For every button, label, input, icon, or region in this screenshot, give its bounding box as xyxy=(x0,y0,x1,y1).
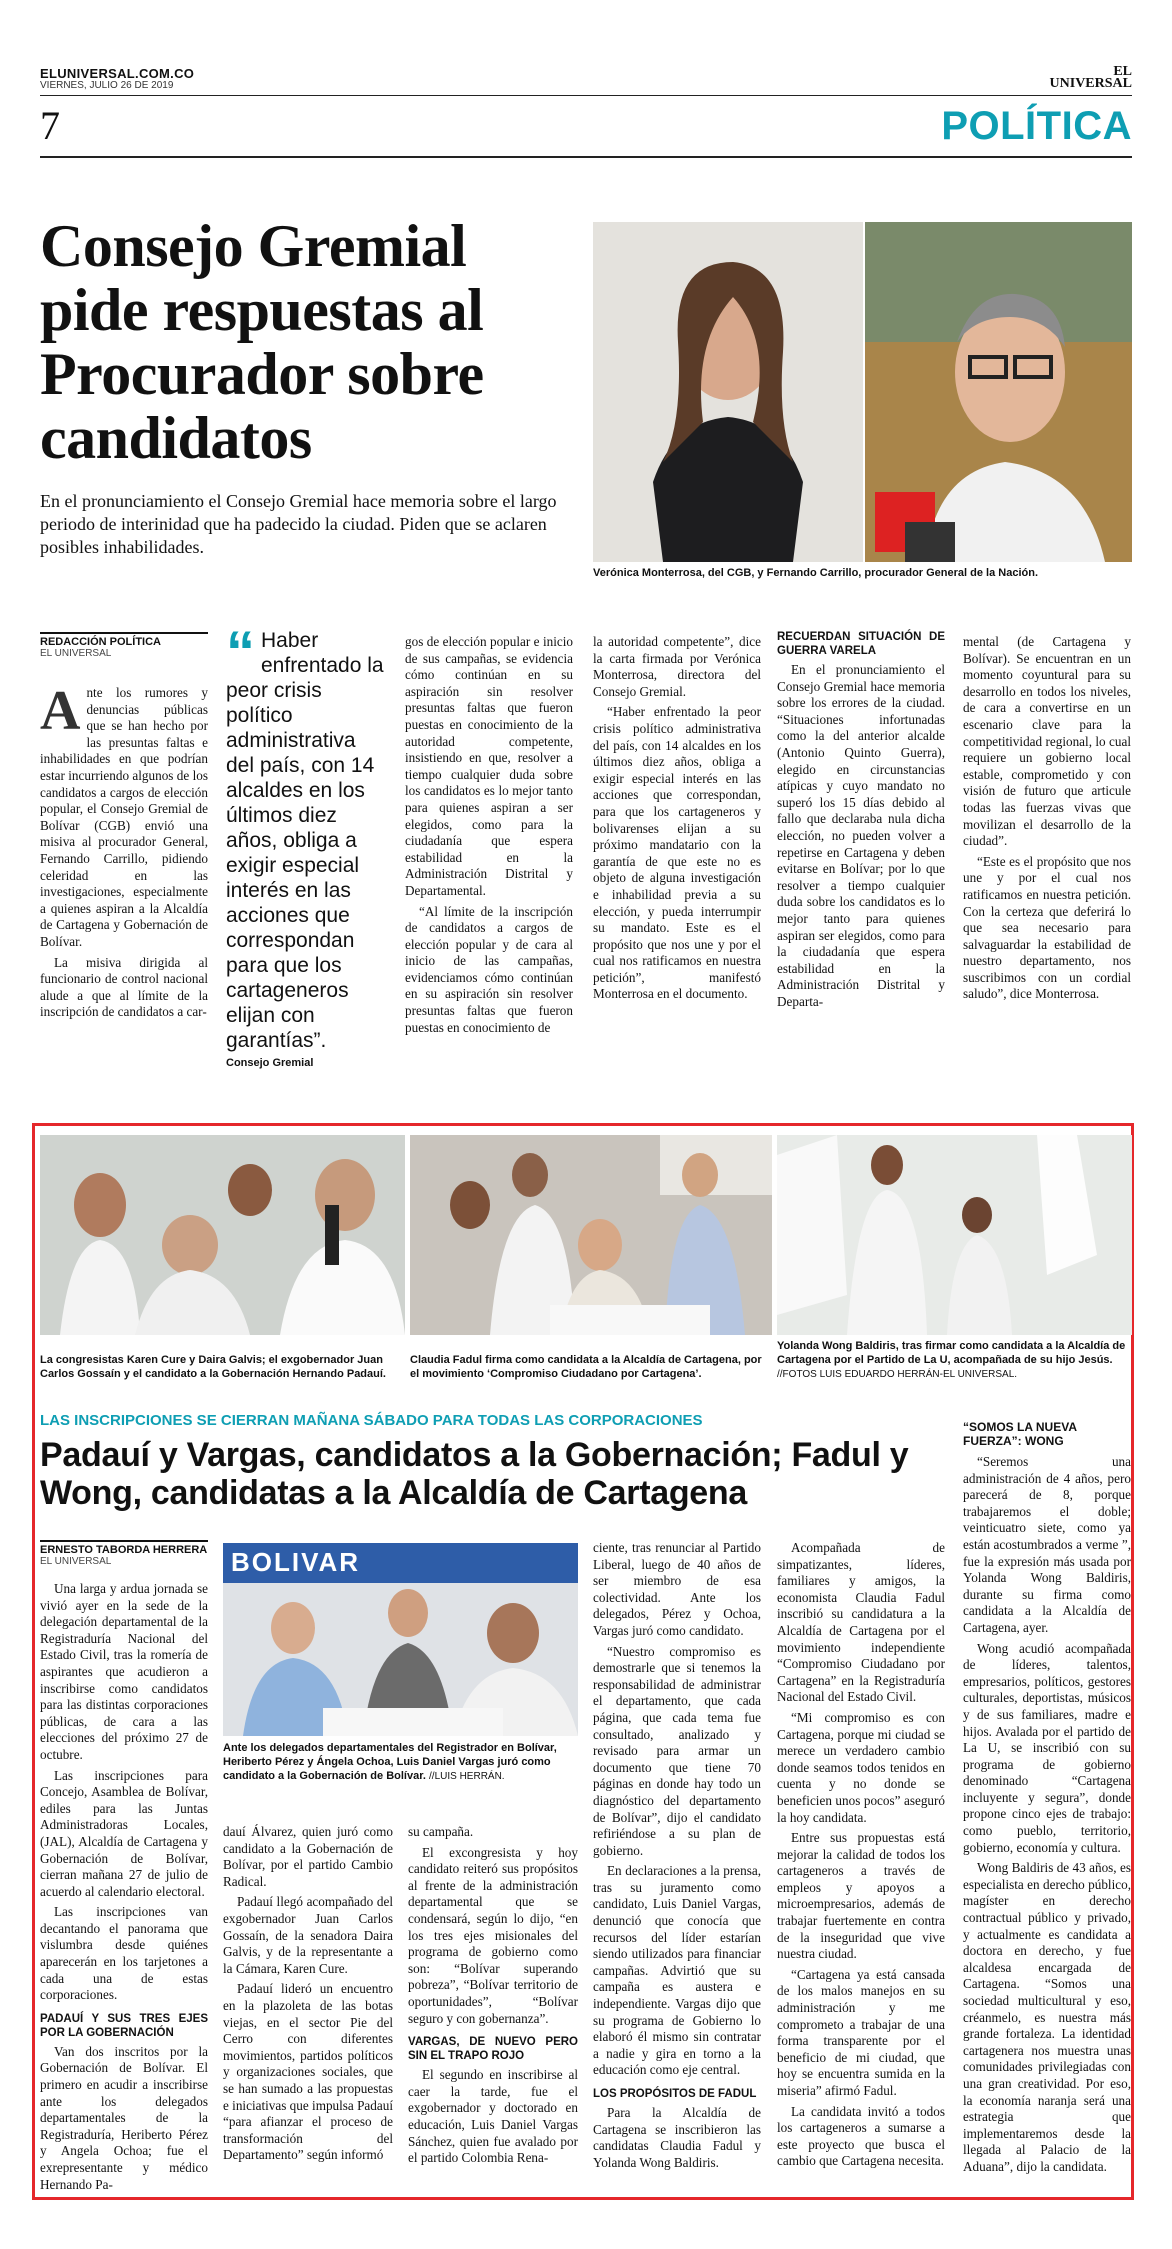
bottom-col6-p3: Wong Baldiris de 43 años, es especialista en derecho público, magíster en derecho contractual público y privado, y actualmente es candidata a doctora en derecho, y fue alcaldesa encargada de Cartagena. “Somos una sociedad multicultural y eso, créanmelo, es nuestra más grande fortaleza. La identidad cartagenera nos muestra unas comunidades privilegiadas con una gran creatividad. Por eso, la economía naranja será una estrategia que implementaremos desde la llegada al Palacio de la Aduana”, dijo la candidata. xyxy=(963,1860,1131,2174)
bottom-col5-p4: “Cartagena ya está cansada de los malos manejos en su administración y me comprometo a trabajar de una forma transparente por el beneficio de mi ciudad, que hoy se encuentra sumida en la miseria” afirmó Fadul. xyxy=(777,1966,945,2098)
photo4-sign: BOLIVAR xyxy=(231,1547,361,1577)
bottom-col-4 xyxy=(593,1540,761,2175)
top-col-3 xyxy=(405,634,573,1040)
bottom-col3-p2: El excongresista y hoy candidato reiteró sus propósitos al frente de la administración departamental que se condensará, según lo dijo, “en los tres ejes misionales del programa de gobierno como son: “Bolívar superando pobreza”, “Bolívar territorio de oportunidades”, “Bolívar seguro y con gobernanza”. xyxy=(408,1844,578,2026)
photo-vargas xyxy=(223,1543,578,1736)
photo4-credit: //LUIS HERRÁN. xyxy=(429,1771,505,1782)
photo-fadul xyxy=(410,1135,772,1335)
publication-date: VIERNES, JULIO 26 DE 2019 xyxy=(40,80,174,91)
logo-line2: UNIVERSAL xyxy=(1049,76,1132,91)
top-col4-p1: la autoridad competente”, dice la carta firmada por Verónica Monterrosa, directora del Consejo Gremial. xyxy=(593,634,761,699)
photo3-credit: //FOTOS LUIS EDUARDO HERRÁN-EL UNIVERSAL. xyxy=(777,1369,1018,1380)
photo4-caption-text: Ante los delegados departamentales del Registrador en Bolívar, Heriberto Pérez y Ángela Ochoa, Luis Daniel Vargas juró como candidato a la Gobernación de Bolívar. xyxy=(223,1742,557,1782)
page-number: 7 xyxy=(40,103,60,148)
photo-padaui xyxy=(40,1135,405,1335)
top-photo-caption: Verónica Monterrosa, del CGB, y Fernando Carrillo, procurador General de la Nación. xyxy=(593,567,1039,579)
bottom-kicker: LAS INSCRIPCIONES SE CIERRAN MAÑANA SÁBADO PARA TODAS LAS CORPORACIONES xyxy=(40,1412,703,1429)
bottom-col-2 xyxy=(223,1824,393,2168)
bottom-col1-p2: Las inscripciones para Concejo, Asamblea de Bolívar, ediles para las Juntas Administradoras Locales, (JAL), Alcaldía de Cartagena y Gobernación de Bolívar, cierran mañana 27 de julio de acuerdo al calendario electoral. xyxy=(40,1767,208,1899)
bottom-col5-p5: La candidata invitó a todos los cartageneros a sumarse a este proyecto que busca el cambio que Cartagena necesita. xyxy=(777,2103,945,2169)
bottom-col5-p3: Entre sus propuestas está mejorar la calidad de todos los cartageneros a través de empleos y apoyos a microempresarios, además de trabajar fuertemente en contra de la inseguridad que vive nuestra ciudad. xyxy=(777,1830,945,1962)
top-col6-p1: mental (de Cartagena y Bolívar). Se encuentran en un momento coyuntural para su desarrollo en todos los niveles, de cara a convertirse en un escenario clave para la competitividad regional, lo cual requiere un gobierno local estable, comprometido y con visión de futuro que articule todas las fuerzas vivas que movilizan el desarrollo de la ciudad”. xyxy=(963,634,1131,849)
photo-wong xyxy=(777,1135,1132,1335)
dropcap: A xyxy=(40,680,81,742)
bottom-col5-p2: “Mi compromiso es con Cartagena, porque mi ciudad se merece un verdadero cambio donde seamos todos tenidos en cuenta y no donde se beneficien unos pocos” aseguró la hoy candidata. xyxy=(777,1709,945,1825)
bottom-col4-p3: En declaraciones a la prensa, tras su juramento como candidato, Luis Daniel Vargas, denunció que conocía que recursos del líder estarían siendo utilizados para financiar campañas. Advirtió que su campaña es austera e independiente. Vargas dijo que su programa de Gobierno lo elaboró él mismo sin contratar a nadie y gira en torno a la educación como eje central. xyxy=(593,1863,761,2078)
bottom-col6-p2: Wong acudió acompañada de líderes, talentos, empresarios, políticos, gestores culturales, deportistas, músicos y de sus familiares, madre e hijos. Avalada por el partido de La U, se inscribió con su programa de gobierno denominado “Cartagena incluyente y segura”, donde propone cinco ejes de trabajo: como pueblo, territorio, gobierno, economía y cultura. xyxy=(963,1640,1131,1855)
bottom-col1-p1: Una larga y ardua jornada se vivió ayer en la sede de la delegación departamental de la Registraduría Nacional del Estado Civil, tras la romería de aspirantes que acudieron a inscribirse como candidatos para las distintas corporaciones públicas, de cara a las elecciones del próximo 27 de octubre. xyxy=(40,1581,208,1762)
photo1-caption: La congresistas Karen Cure y Daira Galvis; el exgobernador Juan Carlos Gossaín y el candidato a la Gobernación Hernando Padauí. xyxy=(40,1354,386,1380)
top-col6-p2: “Este es el propósito que nos une y por el cual nos ratificamos en nuestra petición. Con la certeza que deferirá lo que sea necesario para salvaguardar la estabilidad de nuestro departamento, nos suscribimos con un cordial saludo”, dice Monterrosa. xyxy=(963,853,1131,1002)
photo3-caption xyxy=(777,1339,1132,1382)
bottom-col2-p2: Padauí llegó acompañado del exgobernador Juan Carlos Gossaín, de la senadora Daira Galvis, y de la representante a la Cámara, Karen Cure. xyxy=(223,1894,393,1976)
photo4-caption xyxy=(223,1741,578,1784)
top-col3-p2: “Al límite de la inscripción de candidatos a cargos de elección popular y de cara al inicio de las campañas, evidenciamos cómo continúan en su aspiración sin resolver presuntas faltas que fueron puestas en conocimiento de xyxy=(405,903,573,1035)
top-col-1 xyxy=(40,632,208,1025)
top-byline-org: EL UNIVERSAL xyxy=(40,648,112,659)
pull-quote-text: Haber enfrentado la peor crisis político administrativa del país, con 14 alcaldes en los últimos diez años, obliga a exigir especial interés en las acciones que correspondan para que los cartageneros elijan con garantías”. xyxy=(226,629,384,1052)
bottom-col4-p2: “Nuestro compromiso es demostrarle que si tenemos la responsabilidad de administrar el departamento, que cada página, que cada tema fue consultado, analizado y revisado para armar un documento que tiene 70 páginas en donde hay todo un diagnóstico del departamento de Bolívar”, dijo el candidato refiriéndose a su plan de gobierno. xyxy=(593,1643,761,1858)
bottom-col3-subhead: VARGAS, DE NUEVO PERO SIN EL TRAPO ROJO xyxy=(408,2036,578,2063)
section-title: POLÍTICA xyxy=(941,104,1132,148)
bottom-col1-p3: Las inscripciones van decantando el panorama que vislumbra desde quiénes aparecerán en los tarjetones a cada una de estas corporaciones. xyxy=(40,1904,208,2003)
quote-mark-icon: “ xyxy=(226,620,255,685)
bottom-col5-p1: Acompañada de simpatizantes, líderes, familiares y amigos, la economista Claudia Fadul inscribió su candidatura a la Alcaldía de Cartagena por el movimiento independiente “Compromiso Ciudadano por Cartagena” en la Registraduría Nacional del Estado Civil. xyxy=(777,1540,945,1705)
pull-quote xyxy=(226,620,384,1069)
top-col4-p2: “Haber enfrentado la peor crisis político administrativa del país, con 14 alcaldes en los últimos diez años, obliga a exigir especial interés en las acciones que correspondan, para que los cartageneros y bolivarenses elijan a su próximo mandatario con la garantía de que este no es objeto de alguna investigación e inhabilidad previa a su elección, y pueda interrumpir su mandato. Este es el propósito que nos une y por el cual nos ratificamos en nuestra petición”, manifestó Monterrosa en el documento. xyxy=(593,704,761,1002)
bottom-col1-subhead: PADAUÍ Y SUS TRES EJES POR LA GOBERNACIÓN xyxy=(40,2012,208,2039)
bottom-col-5 xyxy=(777,1540,945,2174)
wong-sidebar-title: “SOMOS LA NUEVA FUERZA”: WONG xyxy=(963,1420,1077,1448)
top-col3-p1: gos de elección popular e inicio de sus campañas, se evidencia cómo continúan en su aspiración sin resolver presuntas faltas que fueron puestas en conocimiento de la autoridad competente, insistiendo en que, resolver a tiempo cualquier duda sobre los candidatos es lo mejor tanto para quienes aspiran a ser elegidos, como para la ciudadanía que espera estabilidad en la Administración Distrital y Departamental. xyxy=(405,634,573,898)
photo2-caption: Claudia Fadul firma como candidata a la Alcaldía de Cartagena, por el movimiento ‘Compromiso Ciudadano por Cartagena’. xyxy=(410,1354,762,1380)
photo-carrillo xyxy=(865,222,1132,562)
bottom-col-1 xyxy=(40,1540,208,2197)
top-col5-p1: En el pronunciamiento el Consejo Gremial hace memoria sobre los errores de la ciudad. “Situaciones infortunadas como la del anterior alcalde (Antonio Quinto Guerra), elegido en circunstancias atípicas y cuyo mandato no superó los 15 días debido al fallo que declaraba nula dicha elección, no pueden volver a repetirse en Cartagena y deben evitarse en Bolívar; por lo que resolver a tiempo cualquier duda sobre los candidatos es lo mejor tanto para quienes aspiran ser elegidos, como para la ciudadanía que espera estabilidad en la Administración Distrital y Departa- xyxy=(777,662,945,1009)
section-rule xyxy=(40,156,1132,158)
bottom-headline: Padauí y Vargas, candidatos a la Gobernación; Fadul y Wong, candidatas a la Alcaldía de Cartagena xyxy=(40,1436,909,1512)
top-col1-p1: nte los rumores y denuncias públicas que se han hecho por las presuntas faltas e inhabilidades en que podrían estar incurriendo algunos de los candidatos a cargos de elección popular, el Consejo Gremial de Bolívar (CGB) envió una misiva al procurador General, Fernando Carrillo, pidiendo celeridad en las investigaciones, especialmente a quienes aspiran a la Alcaldía de Cartagena y Gobernación de Bolívar. xyxy=(40,685,208,949)
top-col-6 xyxy=(963,634,1131,1007)
top-headline: Consejo Gremial pide respuestas al Procurador sobre candidatos xyxy=(40,213,484,471)
bottom-col1-p4: Van dos inscritos por la Gobernación de Bolívar. El primero en acudir a inscribirse ante los delegados departamentales de la Registraduría, Heriberto Pérez y Angela Ochoa; fue el exrepresentante y médico Hernando Pa- xyxy=(40,2043,208,2192)
bottom-byline-org: EL UNIVERSAL xyxy=(40,1556,112,1567)
logo-line1: EL xyxy=(1113,64,1132,79)
bottom-col4-p4: Para la Alcaldía de Cartagena se inscribieron las candidatas Claudia Fadul y Yolanda Wong Baldiris. xyxy=(593,2105,761,2170)
bottom-col4-subhead: LOS PROPÓSITOS DE FADUL xyxy=(593,2088,757,2100)
header-rule xyxy=(40,95,1132,96)
top-col1-p2: La misiva dirigida al funcionario de control nacional alude a que al límite de la inscripción de candidatos a car- xyxy=(40,954,208,1020)
top-col-4 xyxy=(593,634,761,1007)
site-name: ELUNIVERSAL.COM.CO xyxy=(40,66,195,81)
bottom-col3-p3: El segundo en inscribirse al caer la tarde, fue el exgobernador y doctorado en educación, Luis Daniel Vargas Sánchez, quien fue avalado por el partido Colombia Rena- xyxy=(408,2067,578,2166)
top-col-5 xyxy=(777,630,945,1014)
newspaper-logo xyxy=(1050,66,1132,90)
bottom-col-6 xyxy=(963,1454,1131,2180)
top-col5-subhead: RECUERDAN SITUACIÓN DE GUERRA VARELA xyxy=(777,631,945,657)
bottom-col4-p1: ciente, tras renunciar al Partido Liberal, luego de 40 años de ser miembro de esa colectividad. Ante los delegados, Pérez y Ochoa, Vargas juró como candidato. xyxy=(593,1540,761,1638)
photo-monterrosa xyxy=(593,222,863,562)
bottom-col2-p3: Padauí lideró un encuentro en la plazoleta de las botas viejas, en el sector Pie del Cerro con diferentes movimientos, partidos políticos y organizaciones sociales, que se han sumado a las propuestas e iniciativas que impulsa Padauí “para afianzar el proceso de transformación del Departamento” según informó xyxy=(223,1981,393,2163)
bottom-col3-p1: su campaña. xyxy=(408,1824,474,1839)
top-deck: En el pronunciamiento el Consejo Gremial hace memoria sobre el largo periodo de interinidad que ha padecido la ciudad. Piden que se aclaren posibles inhabilidades. xyxy=(40,491,557,557)
photo3-caption-text: Yolanda Wong Baldiris, tras firmar como candidata a la Alcaldía de Cartagena por el Partido de La U, acompañada de su hijo Jesús. xyxy=(777,1340,1126,1366)
top-byline: REDACCIÓN POLÍTICA xyxy=(40,632,208,648)
pull-quote-attribution: Consejo Gremial xyxy=(226,1057,314,1069)
bottom-byline: ERNESTO TABORDA HERRERA xyxy=(40,1540,208,1556)
bottom-col6-p1: “Seremos una administración de 4 años, pero parecerá de 8, porque trabajaremos el doble; veinticuatro siete, como ya están acostumbrados a verme ”, fue la expresión más usada por Yolanda Wong Baldiris, durante su firma como candidata a la Alcaldía de Cartagena, ayer. xyxy=(963,1454,1131,1635)
bottom-col2-p1: dauí Álvarez, quien juró como candidato a la Gobernación de Bolívar, por el partido Cambio Radical. xyxy=(223,1824,393,1889)
bottom-col-3 xyxy=(408,1824,578,2171)
